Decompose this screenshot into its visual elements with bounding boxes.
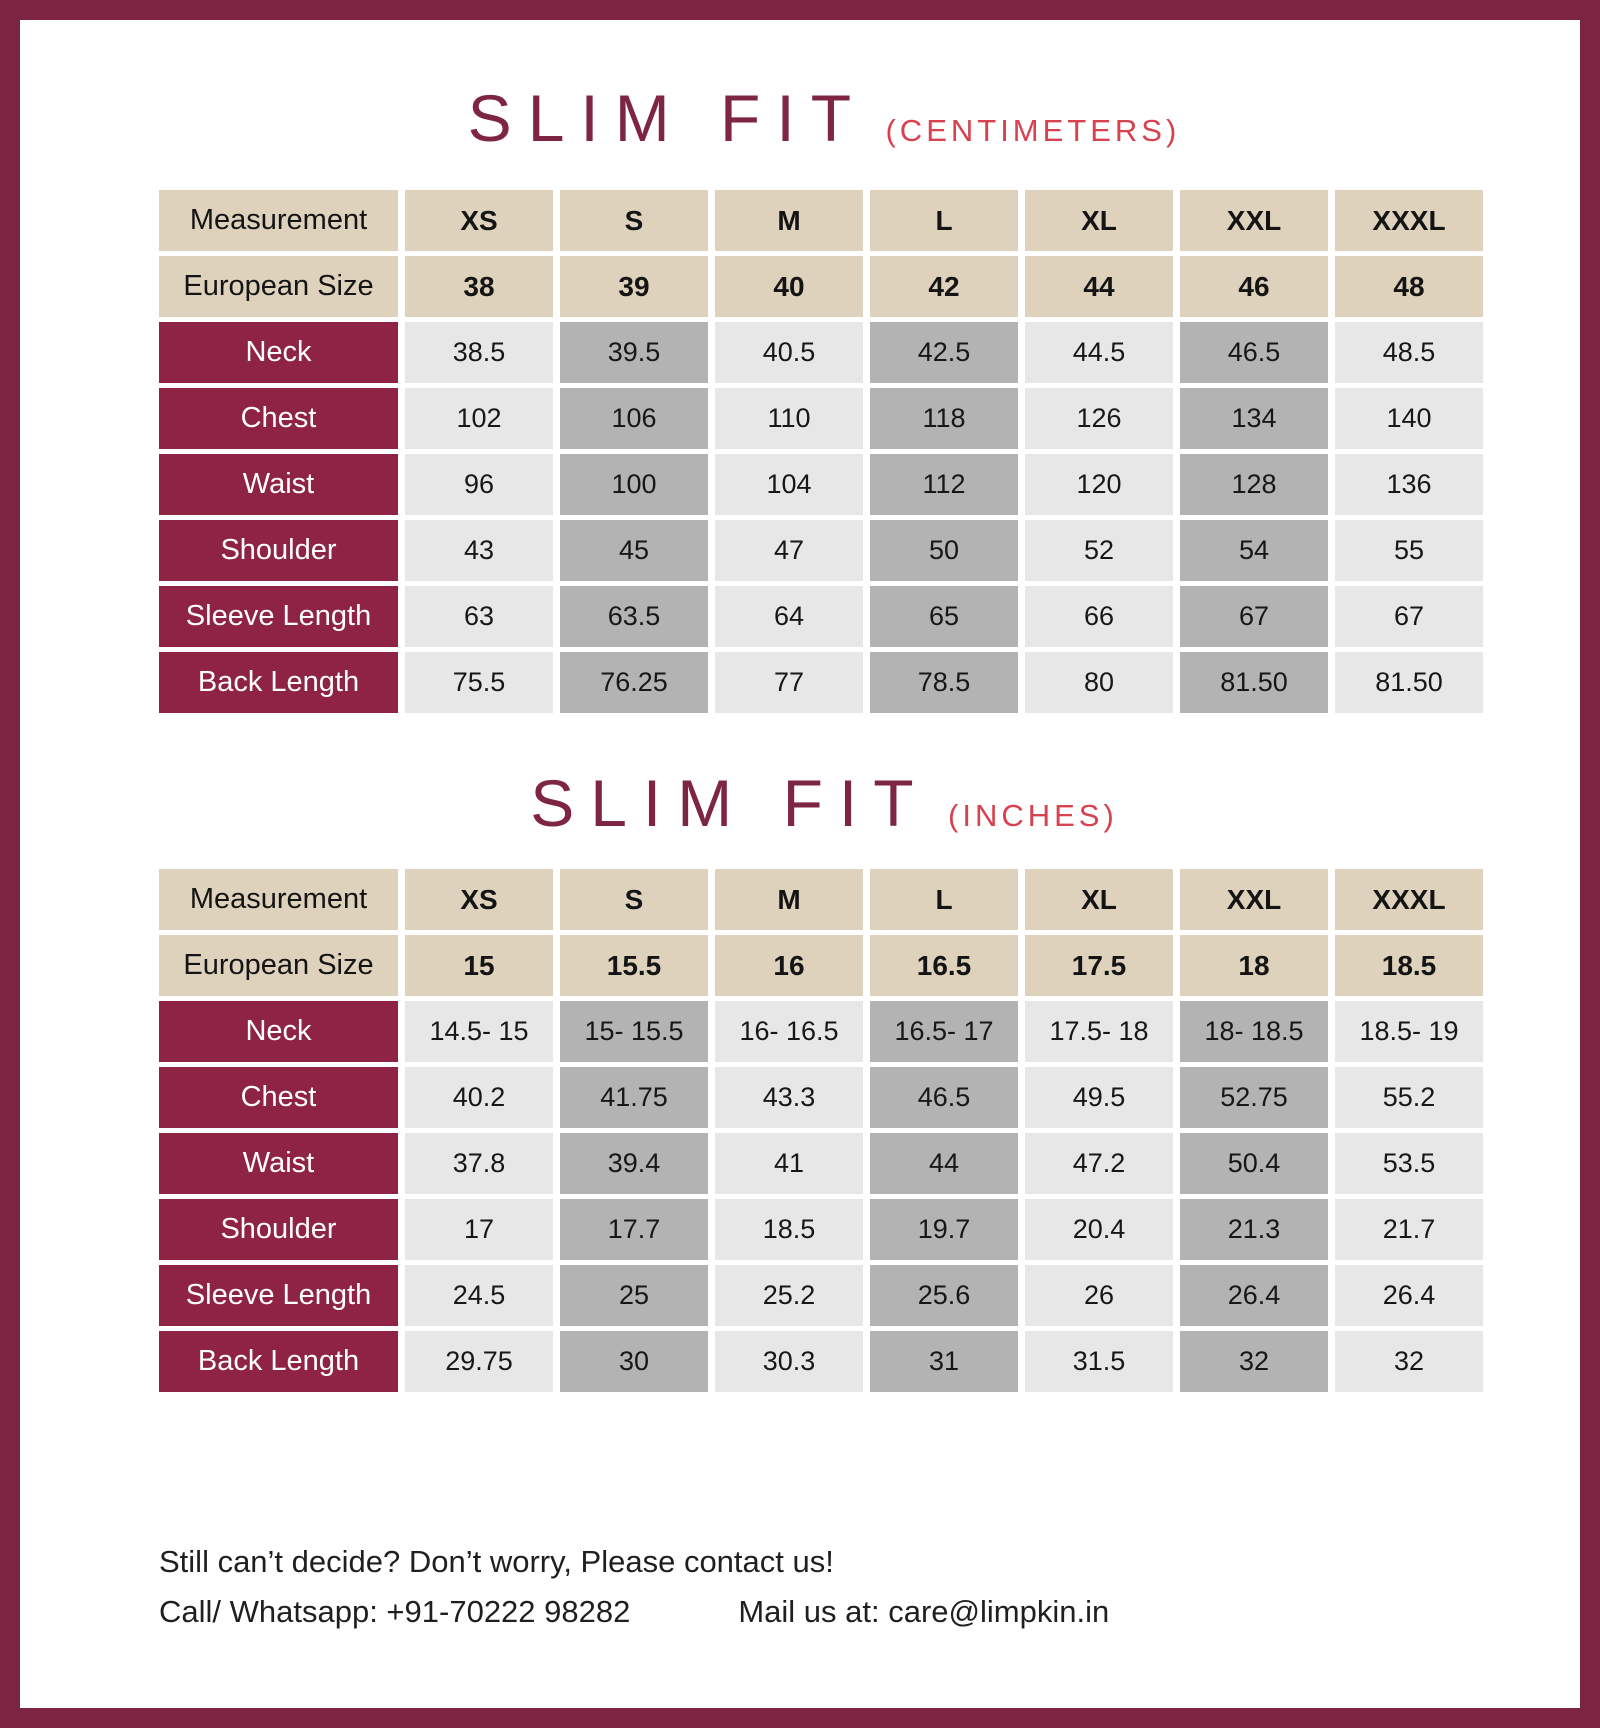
measurement-value: 65	[870, 586, 1018, 647]
measurement-value: 80	[1025, 652, 1173, 713]
measurement-value: 63.5	[560, 586, 708, 647]
size-header: S	[560, 869, 708, 930]
measurement-value: 46.5	[1180, 322, 1328, 383]
size-table-centimeters	[159, 190, 1483, 713]
measurement-value: 112	[870, 454, 1018, 515]
measurement-value: 49.5	[1025, 1067, 1173, 1128]
measurement-value: 41.75	[560, 1067, 708, 1128]
european-size-value: 15.5	[560, 935, 708, 996]
measurement-value: 120	[1025, 454, 1173, 515]
measurement-value: 81.50	[1335, 652, 1483, 713]
measurement-value: 54	[1180, 520, 1328, 581]
measurement-value: 55.2	[1335, 1067, 1483, 1128]
measurement-value: 39.4	[560, 1133, 708, 1194]
measurement-row-label: Neck	[159, 1001, 398, 1062]
measurement-value: 40.2	[405, 1067, 553, 1128]
european-size-value: 18.5	[1335, 935, 1483, 996]
measurement-header: Measurement	[159, 190, 398, 251]
european-size-header: European Size	[159, 935, 398, 996]
measurement-row-label: Chest	[159, 388, 398, 449]
measurement-value: 75.5	[405, 652, 553, 713]
measurement-value: 41	[715, 1133, 863, 1194]
measurement-value: 46.5	[870, 1067, 1018, 1128]
european-size-value: 46	[1180, 256, 1328, 317]
measurement-value: 25.6	[870, 1265, 1018, 1326]
measurement-value: 140	[1335, 388, 1483, 449]
measurement-value: 78.5	[870, 652, 1018, 713]
size-header: XS	[405, 869, 553, 930]
measurement-value: 43.3	[715, 1067, 863, 1128]
size-table-inches	[159, 869, 1483, 1392]
measurement-value: 32	[1180, 1331, 1328, 1392]
measurement-value: 67	[1180, 586, 1328, 647]
measurement-value: 128	[1180, 454, 1328, 515]
footer-help-text: Still can’t decide? Don’t worry, Please contact us!	[159, 1544, 834, 1579]
measurement-value: 18.5- 19	[1335, 1001, 1483, 1062]
measurement-value: 47	[715, 520, 863, 581]
measurement-value: 18.5	[715, 1199, 863, 1260]
footer-email: Mail us at: care@limpkin.in	[738, 1594, 1110, 1629]
european-size-value: 16.5	[870, 935, 1018, 996]
title-slim-fit-in: SLIM FIT	[530, 766, 930, 840]
measurement-value: 63	[405, 586, 553, 647]
measurement-value: 43	[405, 520, 553, 581]
measurement-value: 37.8	[405, 1133, 553, 1194]
measurement-value: 39.5	[560, 322, 708, 383]
european-size-value: 39	[560, 256, 708, 317]
measurement-value: 15- 15.5	[560, 1001, 708, 1062]
measurement-value: 136	[1335, 454, 1483, 515]
measurement-value: 64	[715, 586, 863, 647]
size-header: XL	[1025, 869, 1173, 930]
measurement-row-label: Chest	[159, 1067, 398, 1128]
measurement-row-label: Back Length	[159, 1331, 398, 1392]
european-size-value: 44	[1025, 256, 1173, 317]
measurement-value: 102	[405, 388, 553, 449]
measurement-value: 67	[1335, 586, 1483, 647]
measurement-value: 81.50	[1180, 652, 1328, 713]
measurement-value: 45	[560, 520, 708, 581]
footer-phone: Call/ Whatsapp: +91-70222 98282	[159, 1594, 631, 1629]
measurement-value: 18- 18.5	[1180, 1001, 1328, 1062]
european-size-value: 16	[715, 935, 863, 996]
measurement-value: 48.5	[1335, 322, 1483, 383]
measurement-value: 44	[870, 1133, 1018, 1194]
measurement-value: 52.75	[1180, 1067, 1328, 1128]
measurement-value: 126	[1025, 388, 1173, 449]
measurement-value: 38.5	[405, 322, 553, 383]
measurement-value: 52	[1025, 520, 1173, 581]
size-header: XS	[405, 190, 553, 251]
measurement-value: 118	[870, 388, 1018, 449]
measurement-header: Measurement	[159, 869, 398, 930]
measurement-value: 32	[1335, 1331, 1483, 1392]
measurement-value: 31	[870, 1331, 1018, 1392]
measurement-row-label: Shoulder	[159, 1199, 398, 1260]
measurement-row-label: Shoulder	[159, 520, 398, 581]
size-header: L	[870, 869, 1018, 930]
measurement-value: 31.5	[1025, 1331, 1173, 1392]
measurement-value: 16.5- 17	[870, 1001, 1018, 1062]
inches-title	[159, 765, 1489, 841]
measurement-value: 19.7	[870, 1199, 1018, 1260]
measurement-value: 134	[1180, 388, 1328, 449]
european-size-value: 40	[715, 256, 863, 317]
measurement-value: 30.3	[715, 1331, 863, 1392]
measurement-value: 21.7	[1335, 1199, 1483, 1260]
measurement-row-label: Neck	[159, 322, 398, 383]
measurement-row-label: Sleeve Length	[159, 586, 398, 647]
measurement-value: 17.5- 18	[1025, 1001, 1173, 1062]
measurement-value: 16- 16.5	[715, 1001, 863, 1062]
measurement-value: 25	[560, 1265, 708, 1326]
measurement-value: 40.5	[715, 322, 863, 383]
measurement-value: 26.4	[1335, 1265, 1483, 1326]
measurement-value: 50.4	[1180, 1133, 1328, 1194]
measurement-value: 96	[405, 454, 553, 515]
size-header: M	[715, 869, 863, 930]
measurement-value: 25.2	[715, 1265, 863, 1326]
measurement-value: 76.25	[560, 652, 708, 713]
measurement-value: 50	[870, 520, 1018, 581]
measurement-value: 24.5	[405, 1265, 553, 1326]
measurement-value: 17	[405, 1199, 553, 1260]
measurement-value: 26.4	[1180, 1265, 1328, 1326]
measurement-value: 17.7	[560, 1199, 708, 1260]
european-size-value: 17.5	[1025, 935, 1173, 996]
size-header: XXL	[1180, 190, 1328, 251]
measurement-row-label: Sleeve Length	[159, 1265, 398, 1326]
footer-contact-line	[159, 1594, 1580, 1630]
centimeters-title	[159, 80, 1489, 156]
measurement-value: 14.5- 15	[405, 1001, 553, 1062]
european-size-value: 48	[1335, 256, 1483, 317]
size-header: XXXL	[1335, 190, 1483, 251]
measurement-value: 106	[560, 388, 708, 449]
measurement-value: 26	[1025, 1265, 1173, 1326]
size-header: XL	[1025, 190, 1173, 251]
measurement-value: 44.5	[1025, 322, 1173, 383]
measurement-row-label: Waist	[159, 454, 398, 515]
measurement-value: 47.2	[1025, 1133, 1173, 1194]
measurement-value: 100	[560, 454, 708, 515]
measurement-value: 104	[715, 454, 863, 515]
measurement-row-label: Waist	[159, 1133, 398, 1194]
european-size-value: 38	[405, 256, 553, 317]
measurement-row-label: Back Length	[159, 652, 398, 713]
size-header: L	[870, 190, 1018, 251]
measurement-value: 21.3	[1180, 1199, 1328, 1260]
measurement-value: 30	[560, 1331, 708, 1392]
european-size-value: 42	[870, 256, 1018, 317]
measurement-value: 66	[1025, 586, 1173, 647]
measurement-value: 110	[715, 388, 863, 449]
title-unit-inches: (INCHES)	[948, 798, 1118, 833]
title-slim-fit-cm: SLIM FIT	[467, 81, 868, 155]
measurement-value: 20.4	[1025, 1199, 1173, 1260]
european-size-value: 18	[1180, 935, 1328, 996]
size-header: XXXL	[1335, 869, 1483, 930]
measurement-value: 42.5	[870, 322, 1018, 383]
european-size-header: European Size	[159, 256, 398, 317]
measurement-value: 55	[1335, 520, 1483, 581]
contact-footer	[159, 1544, 1580, 1630]
content-area	[20, 80, 1580, 1630]
measurement-value: 77	[715, 652, 863, 713]
size-header: XXL	[1180, 869, 1328, 930]
measurement-value: 53.5	[1335, 1133, 1483, 1194]
size-header: M	[715, 190, 863, 251]
european-size-value: 15	[405, 935, 553, 996]
size-header: S	[560, 190, 708, 251]
title-unit-centimeters: (CENTIMETERS)	[885, 113, 1181, 148]
measurement-value: 29.75	[405, 1331, 553, 1392]
